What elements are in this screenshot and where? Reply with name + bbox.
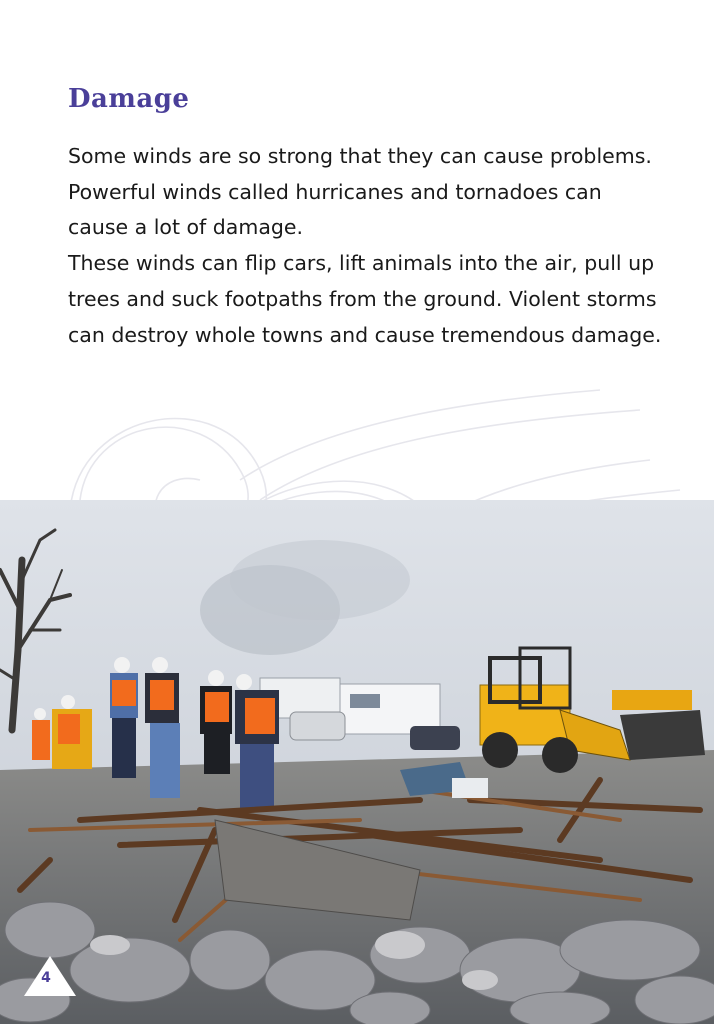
page-number: 4 bbox=[41, 970, 51, 986]
tornado-damage-photo bbox=[0, 500, 714, 1024]
paragraph-2: These winds can flip cars, lift animals into the air, pull up trees and suck footpaths from the ground. Violent storms can destroy whole towns and cause tremendous damage. bbox=[68, 251, 662, 347]
paragraph-1: Some winds are so strong that they can cause problems. Powerful winds called hurricanes and tornadoes can cause a lot of damage. bbox=[68, 144, 652, 240]
page-heading: Damage bbox=[68, 84, 190, 114]
body-text bbox=[68, 139, 668, 353]
